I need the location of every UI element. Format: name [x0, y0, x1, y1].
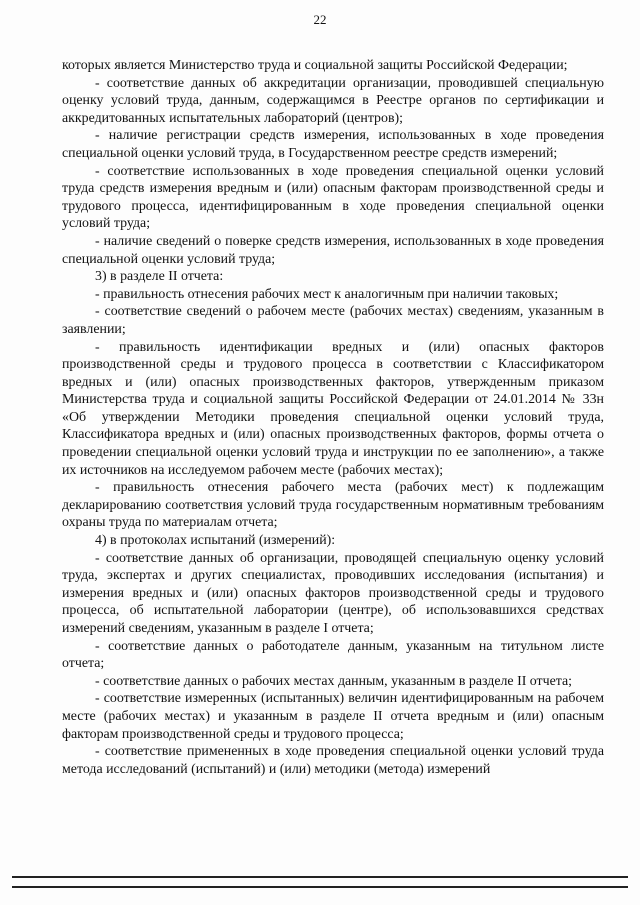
paragraph: - правильность отнесения рабочих мест к аналогичным при наличии таковых; [95, 286, 559, 302]
paragraph: - соответствие сведений о рабочем месте (рабочих местах) сведениям, указанным в заявлении; [62, 304, 604, 337]
paragraph: 3) в разделе II отчета: [95, 269, 224, 285]
bottom-rule [12, 876, 628, 878]
paragraph: - правильность идентификации вредных и (или) опасных факторов производственной среды и трудового процесса в соответствии с Классификатором вредных и (или) опасных производственных факторов, утвержденным приказом Министерства труда и социальной защиты Российской Федерации от 24.01.2014 № 33н «Об утверждении Методики проведения специальной оценки условий труда, Классификатора вредных и (или) опасных производственных факторов, формы отчета о проведении специальной оценки условий труда и инструкции по ее заполнению», а также их источников на исследуемом рабочем месте (рабочих местах); [62, 339, 604, 478]
paragraph: - соответствие данных об аккредитации организации, проводившей специальную оценку условий труда, данным, содержащимся в Реестре органов по сертификации и аккредитованных испытательных лабораторий (центров); [62, 75, 604, 126]
paragraph: - соответствие данных об организации, проводящей специальную оценку условий труда, экспертах и других специалистах, проводивших исследования (испытания) и измерения вредных и (или) опасных факторов производственной среды и трудового процесса, об испытательной лаборатории (центре), об использовавшихся средствах измерений сведениям, указанным в разделе I отчета; [62, 550, 604, 636]
paragraph: - соответствие примененных в ходе проведения специальной оценки условий труда метода исследований (испытаний) и (или) методики (метода) измерений [62, 744, 604, 777]
paragraph: 4) в протоколах испытаний (измерений): [95, 533, 336, 549]
paragraph: - соответствие измеренных (испытанных) величин идентифицированным на рабочем месте (рабочих местах) и указанным в разделе II отчета вредным и (или) опасным факторам производственной среды и трудового процесса; [62, 691, 604, 742]
paragraph: - наличие сведений о поверке средств измерения, использованных в ходе проведения специальной оценки условий труда; [62, 233, 604, 267]
bottom-rule-lower [12, 886, 628, 888]
paragraph: - соответствие данных о работодателе данным, указанным на титульном листе отчета; [62, 638, 604, 672]
body-text [62, 57, 604, 778]
paragraph: - соответствие данных о рабочих местах данным, указанным в разделе II отчета; [95, 673, 573, 689]
paragraph: которых является Министерство труда и социальной защиты Российской Федерации; [62, 58, 568, 73]
paragraph: - правильность отнесения рабочего места (рабочих мест) к подлежащим декларированию соответствия условий труда государственным нормативным требованиям охраны труда по материалам отчета; [62, 480, 604, 531]
page-number: 22 [313, 12, 327, 27]
paragraph: - наличие регистрации средств измерения, использованных в ходе проведения специальной оценки условий труда, в Государственном реестре средств измерений; [62, 128, 604, 161]
paragraph: - соответствие использованных в ходе проведения специальной оценки условий труда средств измерения вредным и (или) опасным факторам производственной среды и трудового процесса, идентифицированным в ходе проведения специальной оценки условий труда; [62, 163, 604, 232]
